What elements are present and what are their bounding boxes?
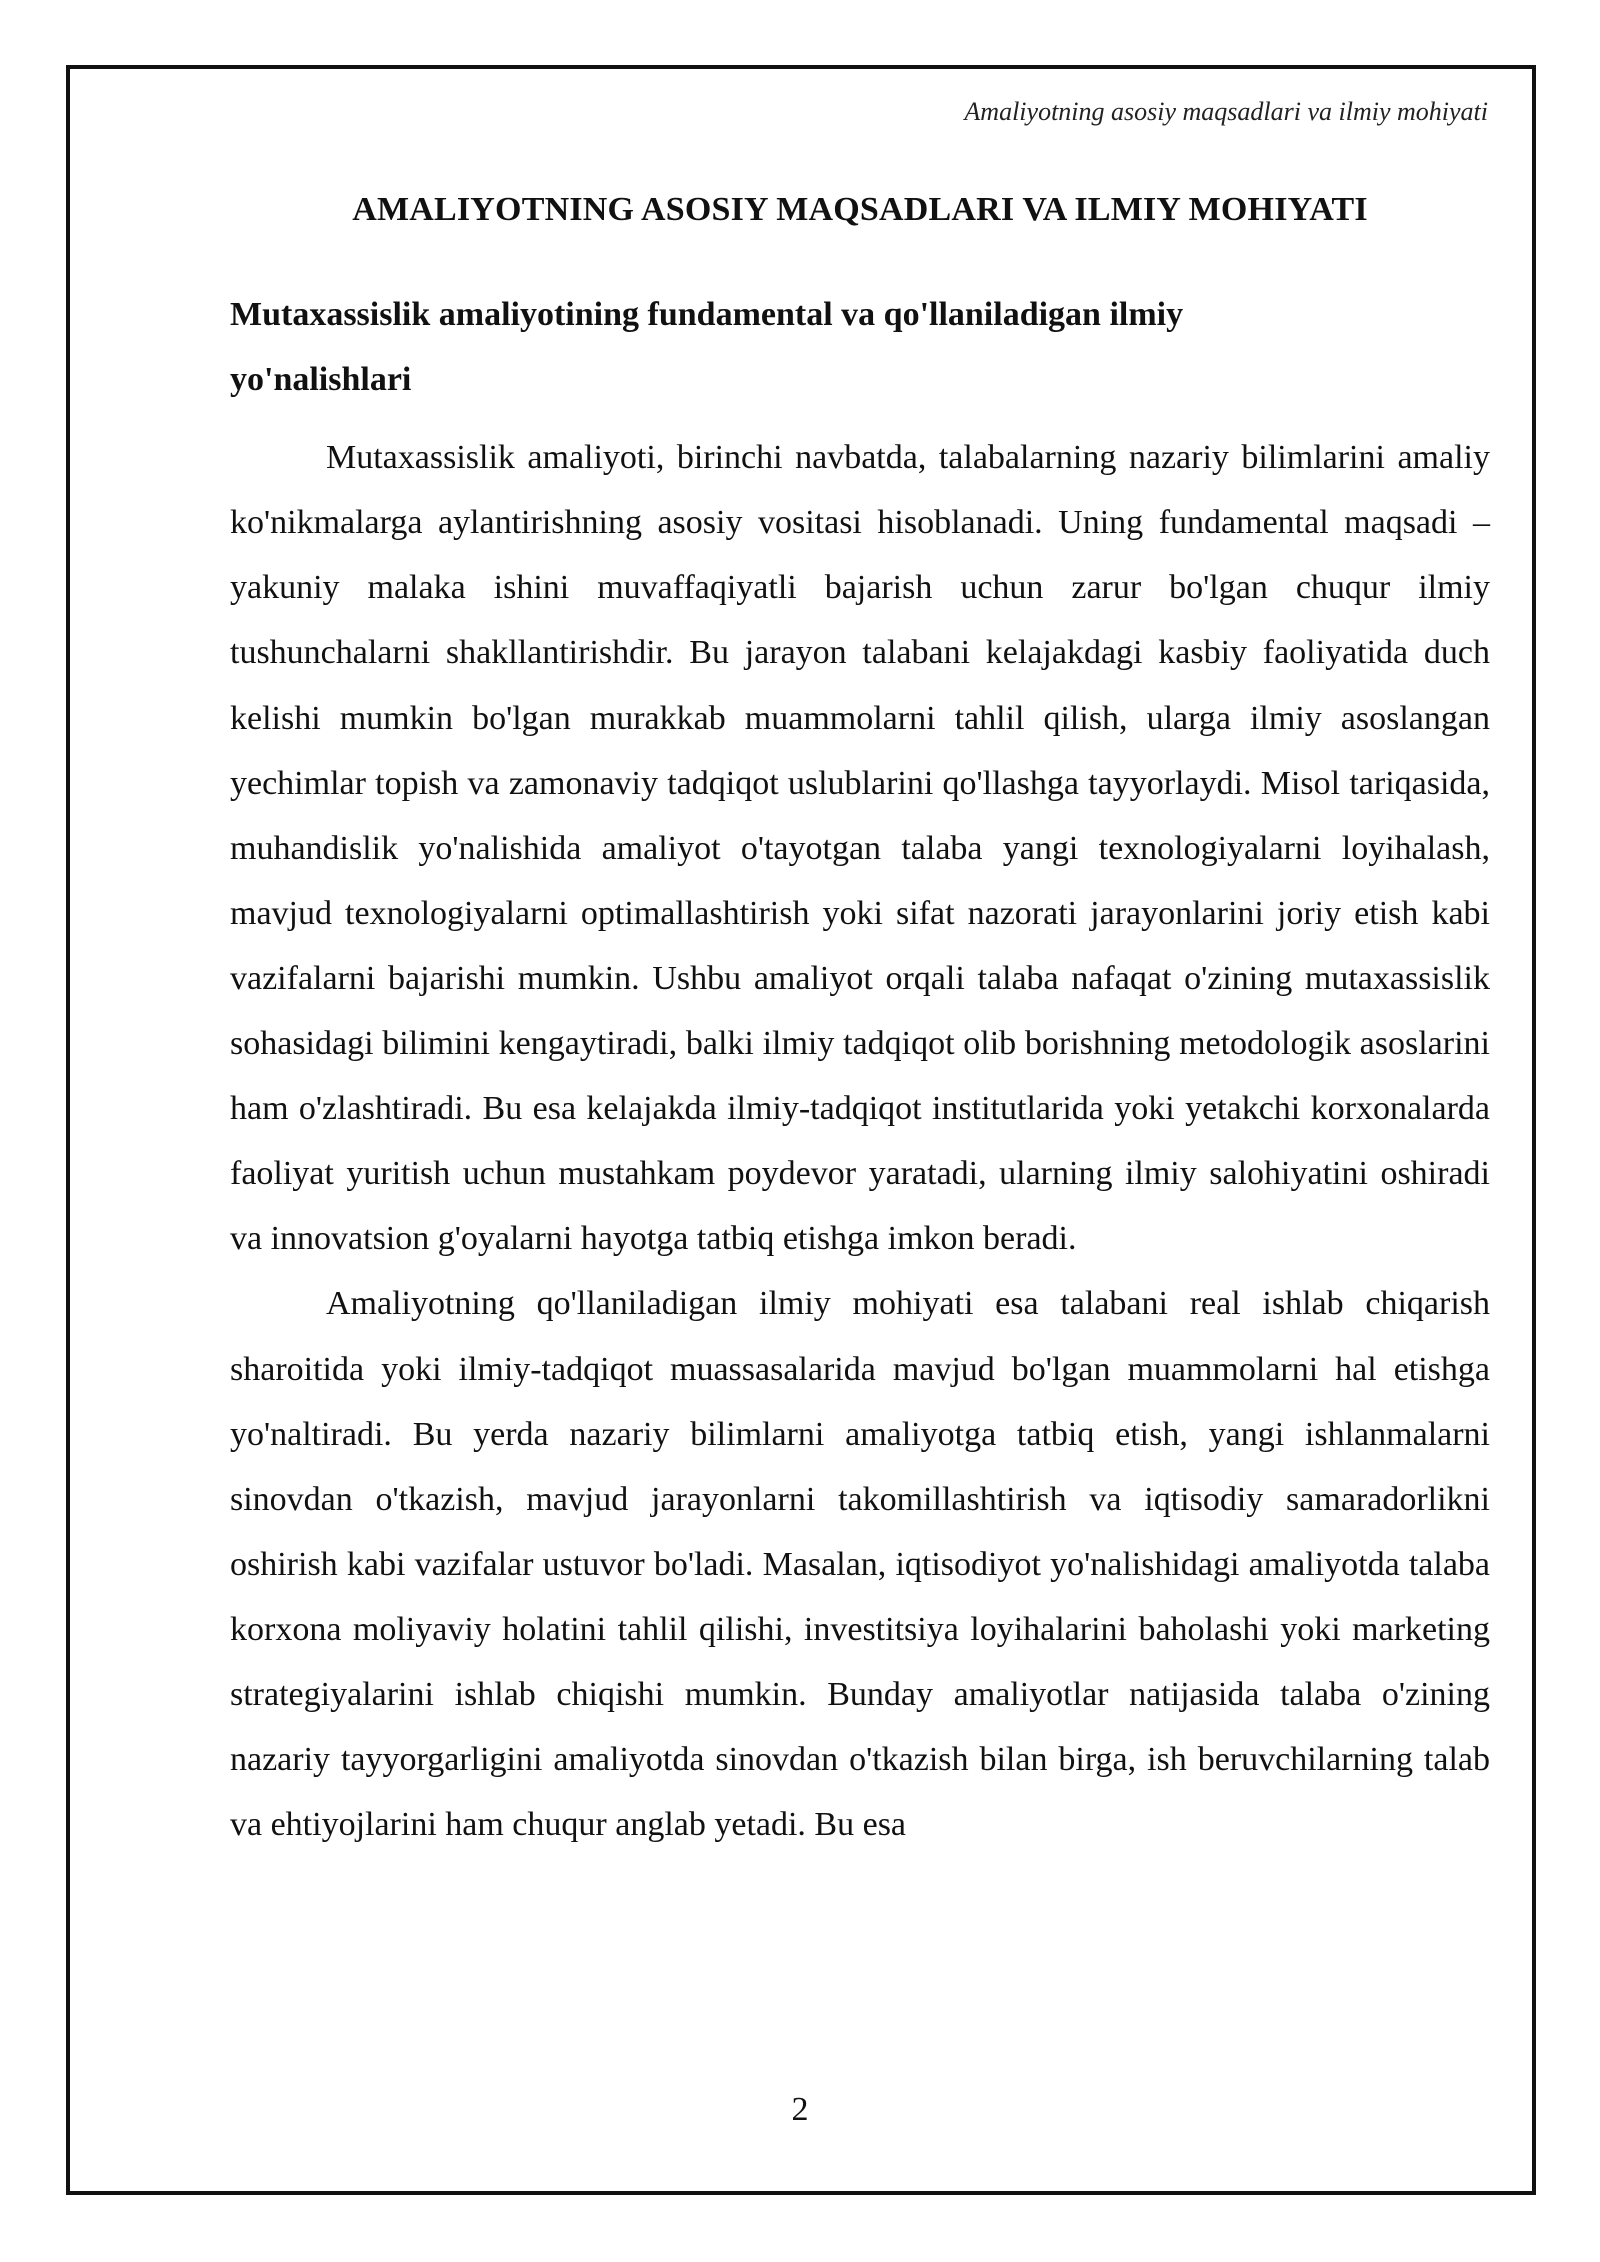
body-paragraph-1: Mutaxassislik amaliyoti, birinchi navbatda, talabalarning nazariy bilimlarini amaliy ko'nikmalarga aylantirishning asosiy vositasi hisoblanadi. Uning fundamental maqsadi – yakuniy malaka ishini muvaffaqiyatli bajarish uchun zarur bo'lgan chuqur ilmiy tushunchalarni shakllantirishdir. Bu jarayon talabani kelajakdagi kasbiy faoliyatida duch kelishi mumkin bo'lgan murakkab muammolarni tahlil qilish, ularga ilmiy asoslangan yechimlar topish va zamonaviy tadqiqot uslublarini qo'llashga tayyorlaydi. Misol tariqasida, muhandislik yo'nalishida amaliyot o'tayotgan talaba yangi texnologiyalarni loyihalash, mavjud texnologiyalarni optimallashtirish yoki sifat nazorati jarayonlarini joriy etish kabi vazifalarni bajarishi mumkin. Ushbu amaliyot orqali talaba nafaqat o'zining mutaxassislik sohasidagi bilimini kengaytiradi, balki ilmiy tadqiqot olib borishning metodologik asoslarini ham o'zlashtiradi. Bu esa kelajakda ilmiy-tadqiqot institutlarida yoki yetakchi korxonalarda faoliyat yuritish uchun mustahkam poydevor yaratadi, ularning ilmiy salohiyatini oshiradi va innovatsion g'oyalarni hayotga tatbiq etishga imkon beradi. xyxy=(230,439,1490,1258)
body-paragraph-2: Amaliyotning qo'llaniladigan ilmiy mohiyati esa talabani real ishlab chiqarish sharoitida yoki ilmiy-tadqiqot muassasalarida mavjud bo'lgan muammolarni hal etishga yo'naltiradi. Bu yerda nazariy bilimlarni amaliyotga tatbiq etish, yangi ishlanmalarni sinovdan o'tkazish, mavjud jarayonlarni takomillashtirish va iqtisodiy samaradorlikni oshirish kabi vazifalar ustuvor bo'ladi. Masalan, iqtisodiyot yo'nalishidagi amaliyotda talaba korxona moliyaviy holatini tahlil qilishi, investitsiya loyihalarini baholashi yoki marketing strategiyalarini ishlab chiqishi mumkin. Bunday amaliyotlar natijasida talaba o'zining nazariy tayyorgarligini amaliyotda sinovdan o'tkazish bilan birga, ish beruvchilarning talab va ehtiyojlarini ham chuqur anglab yetadi. Bu esa xyxy=(230,1285,1490,1844)
running-header: Amaliyotning asosiy maqsadlari va ilmiy mohiyati xyxy=(964,97,1488,126)
page-number: 2 xyxy=(791,2091,809,2128)
page-content xyxy=(230,188,1490,1857)
section-heading: Mutaxassislik amaliyotining fundamental va qo'llaniladigan ilmiy yo'nalishlari xyxy=(230,296,1184,399)
document-title: AMALIYOTNING ASOSIY MAQSADLARI VA ILMIY MOHIYATI xyxy=(352,191,1368,228)
